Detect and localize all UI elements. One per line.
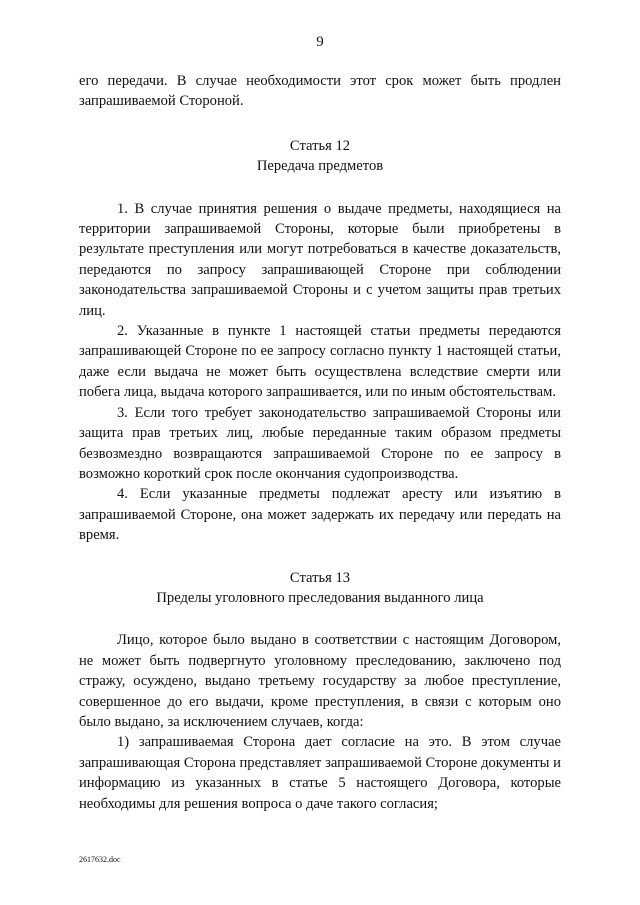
article-13-number: Статья 13	[289, 569, 351, 586]
article-12-title: Передача предметов	[256, 158, 384, 175]
article-12-paragraph-2: 2. Указанные в пункте 1 настоящей статьи предметы передаются запрашивающей Стороне по ее запросу согласно пункту 1 настоящей статьи, даже если выдача не может быть осуществлена вследствие смерти или побега лица, выдача которого запрашивается, или по иным обстоятельствам.	[79, 323, 561, 401]
document-body	[79, 71, 561, 814]
page-number: 9	[316, 34, 324, 50]
article-13-paragraph-1: Лицо, которое было выдано в соответствии с настоящим Договором, не может быть подвергнуто уголовному преследованию, заключено под стражу, осуждено, выдано третьему государству за любое преступление, совершенное до его выдачи, кроме преступления, в связи с которым оно было выдано, за исключением случаев, когда:	[79, 632, 561, 730]
article-13-title: Пределы уголовного преследования выданного лица	[156, 589, 484, 606]
article-12-header	[79, 136, 561, 177]
article-12-body	[79, 199, 561, 546]
article-13-body	[79, 630, 561, 814]
article-13-paragraph-2: 1) запрашиваемая Сторона дает согласие на это. В этом случае запрашивающая Сторона представляет запрашиваемой Стороне документы и информацию из указанных в статье 5 настоящего Договора, которые необходимы для решения вопроса о даче такого согласия;	[79, 734, 561, 812]
article-12-paragraph-4: 4. Если указанные предметы подлежат аресту или изъятию в запрашиваемой Стороне, она может задержать их передачу или передать на время.	[79, 486, 561, 544]
article-13-header	[79, 568, 561, 609]
article-12-paragraph-3: 3. Если того требует законодательство запрашиваемой Стороны или защита прав третьих лиц, любые переданные таким образом предметы безвозмездно возвращаются запрашиваемой Стороне по ее запросу в возможно короткий срок после окончания судопроизводства.	[79, 404, 561, 482]
file-name-footer: 2617632.doc	[79, 855, 121, 864]
article-12-paragraph-1: 1. В случае принятия решения о выдаче предметы, находящиеся на территории запрашиваемой Стороны, которые были приобретены в результате преступления или могут потребоваться в качестве доказательств, передаются по запросу запрашивающей Стороне при соблюдении законодательства запрашиваемой Стороны и с учетом защиты прав третьих лиц.	[79, 200, 561, 319]
article-12-number: Статья 12	[289, 137, 351, 154]
intro-paragraph: его передачи. В случае необходимости этот срок может быть продлен запрашиваемой Стороной.	[79, 73, 561, 110]
